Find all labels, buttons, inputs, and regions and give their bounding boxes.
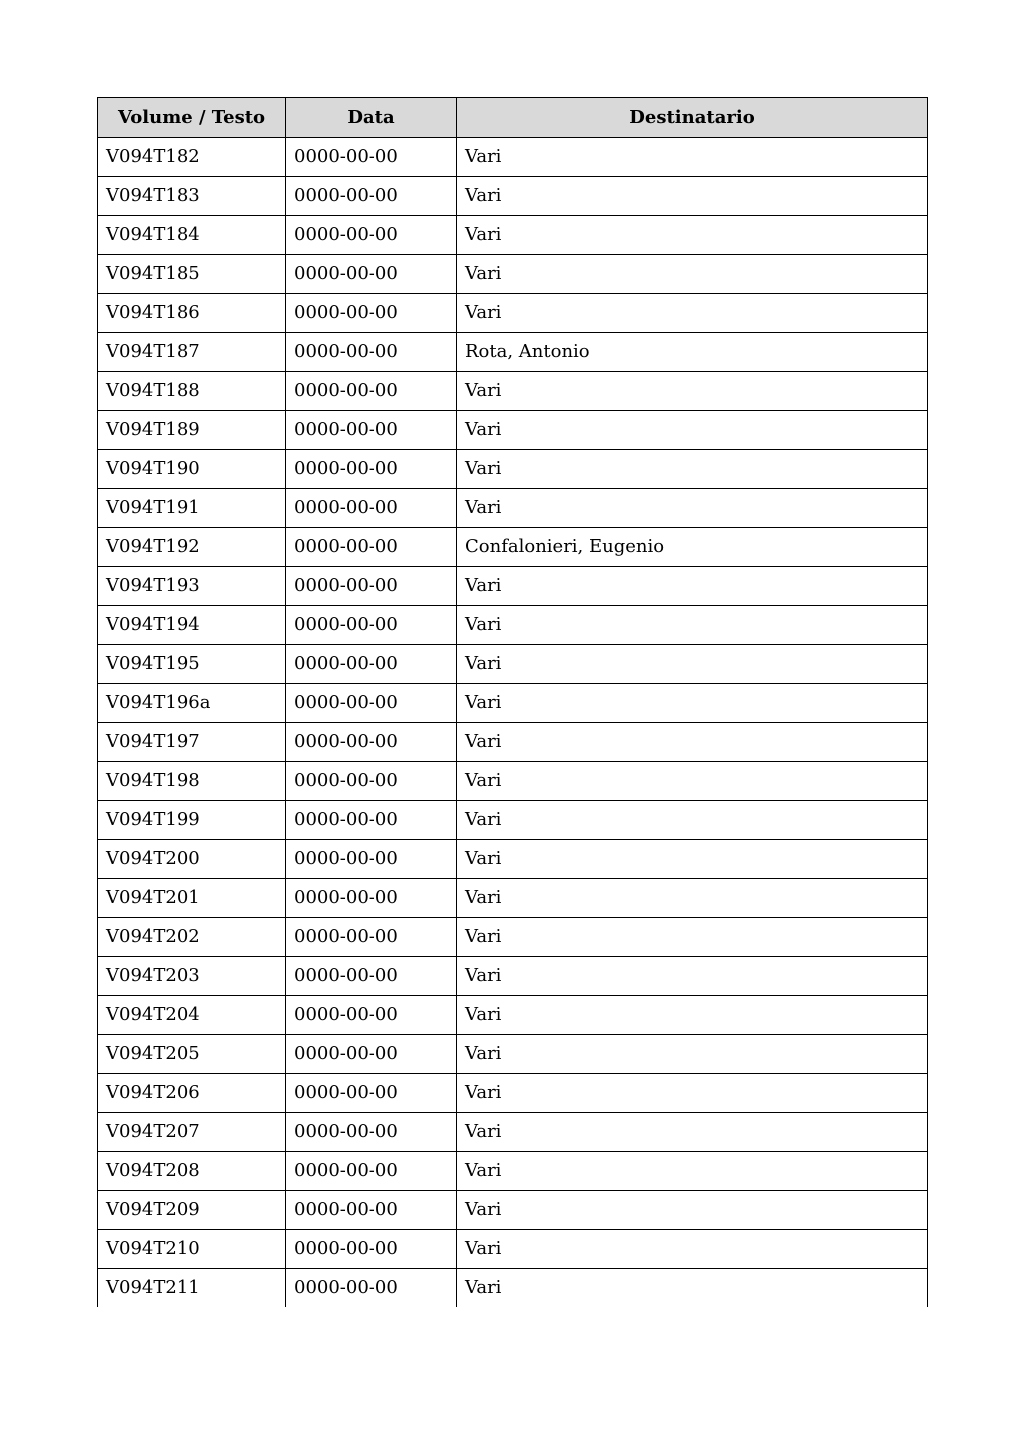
cell-data: 0000-00-00: [286, 294, 457, 333]
cell-data: 0000-00-00: [286, 684, 457, 723]
table-row: [98, 1230, 928, 1269]
cell-destinatario: Vari: [457, 879, 928, 918]
cell-data: 0000-00-00: [286, 801, 457, 840]
header-row: [98, 98, 928, 138]
cell-volume-testo: V094T189: [98, 411, 286, 450]
cell-destinatario: Vari: [457, 177, 928, 216]
cell-destinatario: Rota, Antonio: [457, 333, 928, 372]
cell-data: 0000-00-00: [286, 879, 457, 918]
cell-volume-testo: V094T211: [98, 1269, 286, 1308]
table-row: [98, 762, 928, 801]
table-row: [98, 1191, 928, 1230]
cell-destinatario: Vari: [457, 216, 928, 255]
cell-destinatario: Vari: [457, 372, 928, 411]
table-row: [98, 1269, 928, 1308]
cell-volume-testo: V094T202: [98, 918, 286, 957]
cell-data: 0000-00-00: [286, 567, 457, 606]
table-row: [98, 216, 928, 255]
cell-volume-testo: V094T210: [98, 1230, 286, 1269]
table-row: [98, 177, 928, 216]
cell-data: 0000-00-00: [286, 1074, 457, 1113]
table-row: [98, 879, 928, 918]
table-row: [98, 996, 928, 1035]
cell-destinatario: Vari: [457, 489, 928, 528]
column-header-data: Data: [286, 98, 457, 138]
table-row: [98, 918, 928, 957]
cell-destinatario: Vari: [457, 1074, 928, 1113]
cell-volume-testo: V094T184: [98, 216, 286, 255]
cell-data: 0000-00-00: [286, 1152, 457, 1191]
cell-volume-testo: V094T208: [98, 1152, 286, 1191]
cell-volume-testo: V094T206: [98, 1074, 286, 1113]
table-row: [98, 528, 928, 567]
cell-destinatario: Vari: [457, 1113, 928, 1152]
document-page: [97, 97, 927, 1307]
letters-index-table: [97, 97, 928, 1307]
cell-volume-testo: V094T205: [98, 1035, 286, 1074]
table-row: [98, 450, 928, 489]
table-row: [98, 1074, 928, 1113]
table-row: [98, 645, 928, 684]
cell-volume-testo: V094T197: [98, 723, 286, 762]
cell-destinatario: Vari: [457, 762, 928, 801]
cell-data: 0000-00-00: [286, 372, 457, 411]
cell-destinatario: Vari: [457, 450, 928, 489]
cell-destinatario: Vari: [457, 996, 928, 1035]
cell-destinatario: Vari: [457, 255, 928, 294]
cell-data: 0000-00-00: [286, 138, 457, 177]
table-row: [98, 1035, 928, 1074]
table-header: [98, 98, 928, 138]
cell-destinatario: Vari: [457, 1230, 928, 1269]
cell-destinatario: Confalonieri, Eugenio: [457, 528, 928, 567]
cell-destinatario: Vari: [457, 1191, 928, 1230]
table-row: [98, 840, 928, 879]
table-row: [98, 411, 928, 450]
cell-data: 0000-00-00: [286, 528, 457, 567]
cell-destinatario: Vari: [457, 1152, 928, 1191]
table-row: [98, 567, 928, 606]
cell-data: 0000-00-00: [286, 216, 457, 255]
table-row: [98, 606, 928, 645]
table-body: [98, 138, 928, 1308]
cell-data: 0000-00-00: [286, 1035, 457, 1074]
cell-destinatario: Vari: [457, 684, 928, 723]
cell-destinatario: Vari: [457, 801, 928, 840]
cell-data: 0000-00-00: [286, 333, 457, 372]
column-header-destinatario: Destinatario: [457, 98, 928, 138]
cell-data: 0000-00-00: [286, 177, 457, 216]
table-row: [98, 1113, 928, 1152]
table-row: [98, 723, 928, 762]
cell-volume-testo: V094T188: [98, 372, 286, 411]
cell-data: 0000-00-00: [286, 723, 457, 762]
cell-data: 0000-00-00: [286, 1269, 457, 1308]
cell-destinatario: Vari: [457, 1269, 928, 1308]
table-row: [98, 372, 928, 411]
table-row: [98, 684, 928, 723]
cell-destinatario: Vari: [457, 294, 928, 333]
cell-volume-testo: V094T193: [98, 567, 286, 606]
cell-destinatario: Vari: [457, 138, 928, 177]
cell-volume-testo: V094T195: [98, 645, 286, 684]
cell-volume-testo: V094T190: [98, 450, 286, 489]
cell-volume-testo: V094T185: [98, 255, 286, 294]
cell-data: 0000-00-00: [286, 1230, 457, 1269]
cell-destinatario: Vari: [457, 606, 928, 645]
table-row: [98, 489, 928, 528]
cell-destinatario: Vari: [457, 840, 928, 879]
cell-volume-testo: V094T187: [98, 333, 286, 372]
table-row: [98, 957, 928, 996]
cell-destinatario: Vari: [457, 957, 928, 996]
cell-data: 0000-00-00: [286, 255, 457, 294]
cell-volume-testo: V094T182: [98, 138, 286, 177]
cell-volume-testo: V094T198: [98, 762, 286, 801]
table-row: [98, 1152, 928, 1191]
cell-volume-testo: V094T183: [98, 177, 286, 216]
cell-data: 0000-00-00: [286, 957, 457, 996]
table-row: [98, 138, 928, 177]
cell-data: 0000-00-00: [286, 606, 457, 645]
cell-destinatario: Vari: [457, 567, 928, 606]
cell-volume-testo: V094T196a: [98, 684, 286, 723]
cell-data: 0000-00-00: [286, 840, 457, 879]
cell-data: 0000-00-00: [286, 489, 457, 528]
cell-volume-testo: V094T194: [98, 606, 286, 645]
cell-volume-testo: V094T204: [98, 996, 286, 1035]
cell-data: 0000-00-00: [286, 450, 457, 489]
cell-volume-testo: V094T192: [98, 528, 286, 567]
cell-volume-testo: V094T203: [98, 957, 286, 996]
cell-destinatario: Vari: [457, 411, 928, 450]
cell-destinatario: Vari: [457, 645, 928, 684]
cell-volume-testo: V094T207: [98, 1113, 286, 1152]
cell-data: 0000-00-00: [286, 411, 457, 450]
cell-volume-testo: V094T199: [98, 801, 286, 840]
cell-destinatario: Vari: [457, 1035, 928, 1074]
cell-data: 0000-00-00: [286, 645, 457, 684]
cell-destinatario: Vari: [457, 918, 928, 957]
cell-volume-testo: V094T200: [98, 840, 286, 879]
column-header-volume-testo: Volume / Testo: [98, 98, 286, 138]
table-row: [98, 255, 928, 294]
cell-data: 0000-00-00: [286, 918, 457, 957]
cell-data: 0000-00-00: [286, 762, 457, 801]
table-row: [98, 333, 928, 372]
cell-data: 0000-00-00: [286, 1191, 457, 1230]
cell-volume-testo: V094T186: [98, 294, 286, 333]
table-row: [98, 801, 928, 840]
cell-data: 0000-00-00: [286, 1113, 457, 1152]
cell-destinatario: Vari: [457, 723, 928, 762]
cell-volume-testo: V094T191: [98, 489, 286, 528]
cell-data: 0000-00-00: [286, 996, 457, 1035]
table-row: [98, 294, 928, 333]
cell-volume-testo: V094T201: [98, 879, 286, 918]
cell-volume-testo: V094T209: [98, 1191, 286, 1230]
